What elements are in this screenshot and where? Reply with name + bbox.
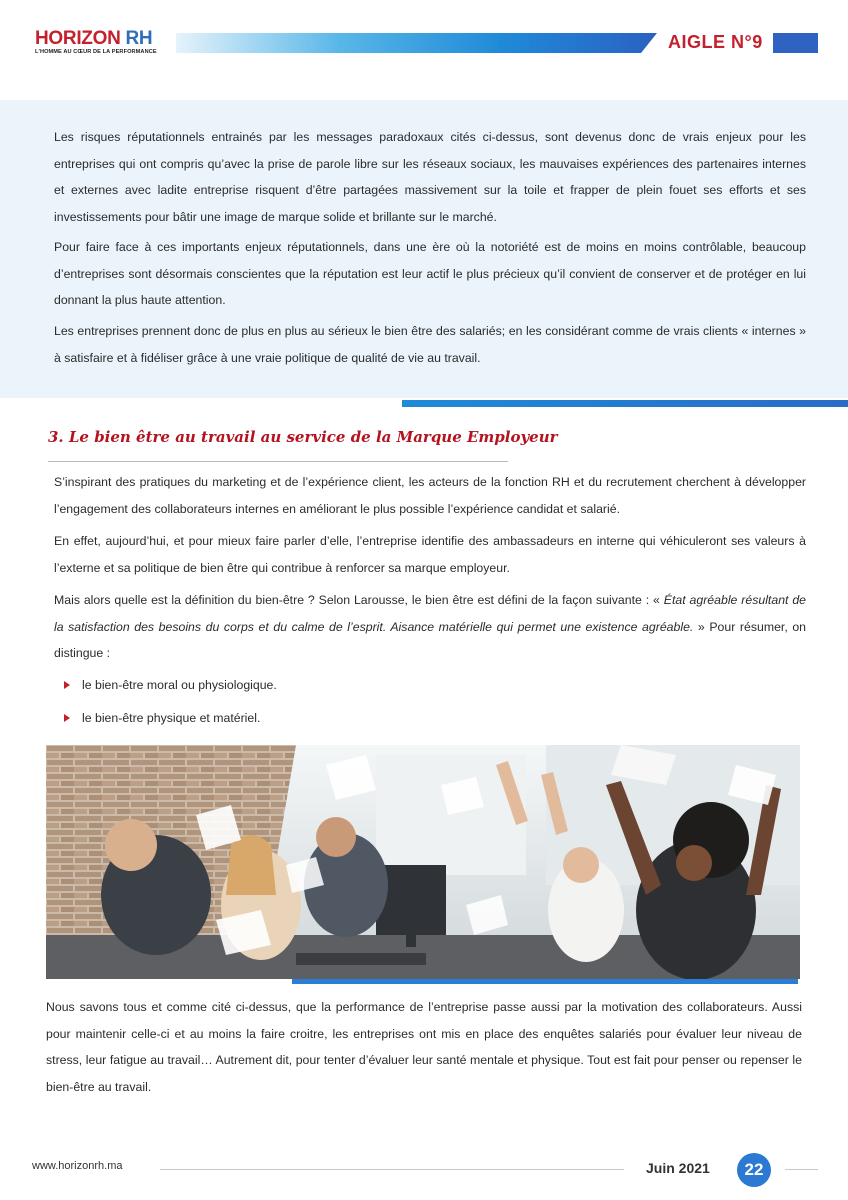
issue-accent-bar: [773, 33, 818, 53]
footer-website-link[interactable]: www.horizonrh.ma: [32, 1160, 123, 1172]
office-celebration-photo: [46, 745, 800, 979]
arrow-right-icon: [64, 681, 70, 689]
photo-accent-bar: [292, 979, 798, 984]
bullet-text: le bien-être moral ou physiologique.: [82, 678, 277, 692]
header-bar-notch: [641, 33, 657, 53]
bullet-item: [64, 675, 277, 695]
page-number-badge: 22: [737, 1153, 771, 1187]
footer-rule-right: [785, 1169, 818, 1170]
definition-outro: » Pour résumer, on distingue :: [54, 619, 807, 660]
logo-tagline: L'HOMME AU CŒUR DE LA PERFORMANCE: [35, 49, 157, 55]
logo-wordmark: [35, 29, 157, 48]
section-paragraph-3: [54, 587, 806, 667]
footer-rule-left: [160, 1169, 624, 1170]
title-underline: [48, 461, 508, 462]
issue-label: AIGLE N°9: [668, 32, 763, 52]
intro-box: [0, 100, 848, 398]
section-divider-bar: [402, 400, 848, 407]
definition-quote: État agréable résultant de la satisfaction des besoins du corps et du calme de l’esprit. Aisance matérielle qui permet une existence agréable.: [54, 593, 807, 634]
section-paragraph-2: En effet, aujourd’hui, et pour mieux faire parler d’elle, l’entreprise identifie des ambassadeurs en interne qui véhiculeront ses valeurs à l’externe et sa politique de bien être qui contribue à renforcer sa marque employeur.: [54, 534, 806, 575]
intro-paragraph-1: Les risques réputationnels entrainés par les messages paradoxaux cités ci-dessus, sont devenus donc de vrais enjeux pour les entreprises qui ont compris qu’avec la prise de parole libre sur les réseaux sociaux, les mauvaises expériences des partenaires internes et externes avec ladite entreprise risquent d’être partagées massivement sur la toile et frapper de plein fouet ses efforts et ses investissements pour bâtir une image de marque solide et brillante sur le marché.: [54, 130, 806, 224]
horizon-rh-logo: [35, 29, 157, 55]
arrow-right-icon: [64, 714, 70, 722]
intro-paragraph-3: Les entreprises prennent donc de plus en plus au sérieux le bien être des salariés; en les considérant comme de vrais clients « internes » à satisfaire et à fidéliser grâce à une vraie politique de qualité de vie au travail.: [54, 324, 806, 365]
section-paragraph-1: S’inspirant des pratiques du marketing et de l’expérience client, les acteurs de la fonction RH et du recrutement cherchent à développer l’engagement des collaborateurs internes en améliorant le plus possible l’expérience candidat et salarié.: [54, 475, 806, 516]
footer-date: Juin 2021: [646, 1160, 710, 1176]
bullet-item: [64, 708, 260, 728]
page-header: [0, 0, 848, 80]
header-gradient-bar: [176, 33, 641, 53]
bullet-text: le bien-être physique et matériel.: [82, 711, 261, 725]
section-title: 3. Le bien être au travail au service de la Marque Employeur: [48, 428, 558, 446]
logo-horizon: HORIZON: [35, 28, 121, 49]
closing-paragraph: Nous savons tous et comme cité ci-dessus, que la performance de l’entreprise passe aussi par la motivation des collaborateurs. Aussi pour maintenir celle-ci et au moins la faire croitre, les entreprises ont mis en place des enquêtes salariés pour évaluer leur niveau de stress, leur fatigue au travail… Autrement dit, pour tenter d’évaluer leur santé mentale et physique. Tout est fait pour penser ou repenser le bien-être au travail.: [46, 1000, 802, 1094]
logo-rh: RH: [125, 28, 153, 49]
photo-illustration: [46, 745, 800, 979]
definition-intro: Mais alors quelle est la définition du bien-être ? Selon Larousse, le bien être est défini de la façon suivante : «: [54, 593, 664, 607]
intro-paragraph-2: Pour faire face à ces importants enjeux réputationnels, dans une ère où la notoriété est de moins en moins contrôlable, beaucoup d’entreprises sont désormais conscientes que la réputation est leur actif le plus précieux qu’il convient de conserver et de protéger en lui donnant la plus haute attention.: [54, 240, 806, 307]
